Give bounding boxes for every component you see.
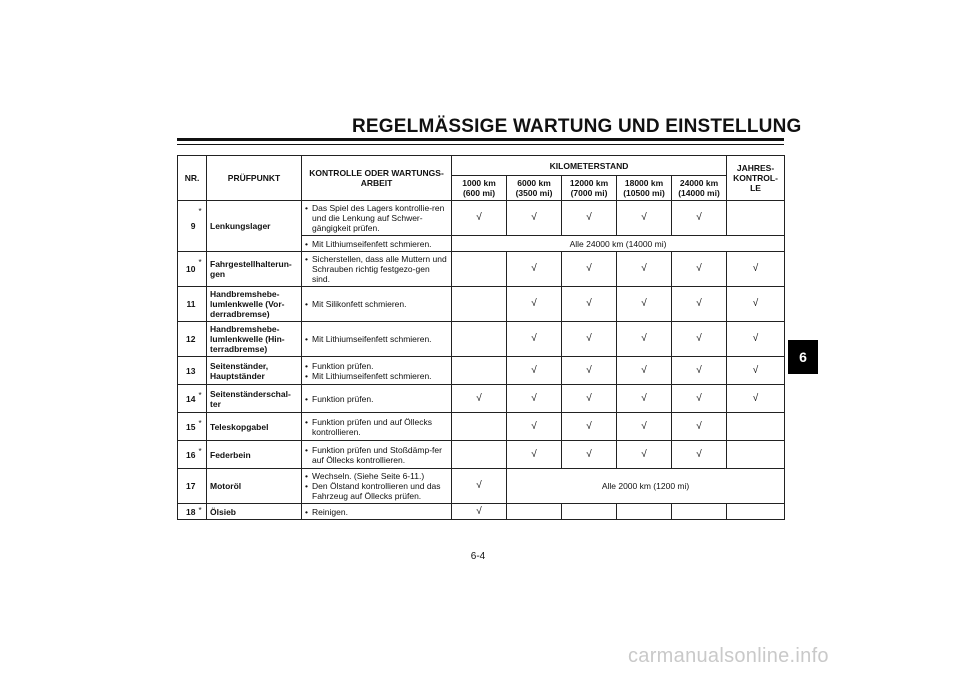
row-nr: 16 [178,441,198,469]
table-row [178,357,785,385]
empty-cell [452,322,507,357]
header-nr: NR. [178,156,207,201]
row-task: • Funktion prüfen und auf Öllecks kontrollieren. [302,413,452,441]
empty-cell [727,413,785,441]
row-task: • Mit Silikonfett schmieren. [302,287,452,322]
table-row [178,252,785,287]
check-mark: √ [727,252,785,287]
check-mark: √ [672,385,727,413]
empty-cell [727,201,785,236]
header-kilometerstand: KILOMETERSTAND [452,156,727,176]
empty-cell [452,357,507,385]
row-task: • Reinigen. [302,504,452,520]
header-pruefpunkt: PRÜFPUNKT [207,156,302,201]
check-mark: √ [727,287,785,322]
row-item: Handbremshebe-lumlenkwelle (Vor-derradbremse) [207,287,302,322]
check-mark: √ [672,287,727,322]
watermark: carmanualsonline.info [628,645,829,667]
empty-cell [452,252,507,287]
row-star: * [198,504,207,520]
check-mark: √ [727,357,785,385]
table-row [178,469,785,504]
row-item: Handbremshebe-lumlenkwelle (Hin-terradbremse) [207,322,302,357]
row-task: • Mit Lithiumseifenfett schmieren. [302,322,452,357]
empty-cell [727,504,785,520]
row-nr: 17 [178,469,198,504]
row-star: * [198,413,207,441]
row-star [198,322,207,357]
header-km-24000: 24000 km (14000 mi) [672,176,727,201]
check-mark: √ [452,504,507,520]
empty-cell [452,413,507,441]
empty-cell [562,504,617,520]
row-star: * [198,252,207,287]
row-task: • Funktion prüfen. [302,385,452,413]
row-star [198,469,207,504]
check-mark: √ [562,252,617,287]
page-title: REGELMÄSSIGE WARTUNG UND EINSTELLUNG [352,116,802,137]
row-item: Motoröl [207,469,302,504]
row-star: * [198,201,207,252]
check-mark: √ [507,252,562,287]
row-nr: 13 [178,357,198,385]
check-mark: √ [452,469,507,504]
table-row [178,201,785,236]
row-item: Ölsieb [207,504,302,520]
header-km-6000: 6000 km (3500 mi) [507,176,562,201]
table-row [178,287,785,322]
check-mark: √ [562,385,617,413]
row-item: Lenkungslager [207,201,302,252]
empty-cell [617,504,672,520]
check-mark: √ [507,441,562,469]
check-mark: √ [562,201,617,236]
check-mark: √ [562,357,617,385]
check-mark: √ [617,252,672,287]
row-star [198,357,207,385]
row-nr: 12 [178,322,198,357]
row-task: • Wechseln. (Siehe Seite 6-11.) • Den Ölstand kontrollieren und das Fahrzeug auf Öllecks prüfen. [302,469,452,504]
check-mark: √ [507,287,562,322]
check-mark: √ [617,357,672,385]
check-mark: √ [562,322,617,357]
check-mark: √ [672,413,727,441]
row-star [198,287,207,322]
check-mark: √ [562,441,617,469]
check-mark: √ [727,322,785,357]
check-mark: √ [452,385,507,413]
row-item: Federbein [207,441,302,469]
table-row [178,413,785,441]
check-mark: √ [507,357,562,385]
row-task: • Das Spiel des Lagers kontrollie-ren und die Lenkung auf Schwer-gängigkeit prüfen. [302,201,452,236]
row-item: Fahrgestellhalterun-gen [207,252,302,287]
interval-span: Alle 2000 km (1200 mi) [507,469,785,504]
check-mark: √ [452,201,507,236]
title-rule-thin [177,144,784,145]
check-mark: √ [672,201,727,236]
table-row [178,504,785,520]
title-rule-thick [177,138,784,141]
header-kontrolle: KONTROLLE ODER WARTUNGS-ARBEIT [302,156,452,201]
row-item: Teleskopgabel [207,413,302,441]
row-nr: 11 [178,287,198,322]
check-mark: √ [507,322,562,357]
check-mark: √ [617,322,672,357]
check-mark: √ [672,322,727,357]
check-mark: √ [507,413,562,441]
row-nr: 10 [178,252,198,287]
check-mark: √ [617,413,672,441]
check-mark: √ [617,385,672,413]
table-row [178,322,785,357]
row-task: • Mit Lithiumseifenfett schmieren. [302,236,452,252]
check-mark: √ [562,413,617,441]
row-star: * [198,385,207,413]
row-nr: 14 [178,385,198,413]
row-nr: 9 [178,201,198,252]
row-item: Seitenständerschal-ter [207,385,302,413]
check-mark: √ [672,252,727,287]
header-km-1000: 1000 km (600 mi) [452,176,507,201]
check-mark: √ [672,441,727,469]
empty-cell [672,504,727,520]
check-mark: √ [617,287,672,322]
check-mark: √ [507,201,562,236]
check-mark: √ [727,385,785,413]
header-km-18000: 18000 km (10500 mi) [617,176,672,201]
row-task: • Funktion prüfen. • Mit Lithiumseifenfett schmieren. [302,357,452,385]
check-mark: √ [617,441,672,469]
check-mark: √ [562,287,617,322]
check-mark: √ [672,357,727,385]
page-number: 6-4 [470,551,486,562]
row-star: * [198,441,207,469]
row-task: • Funktion prüfen und Stoßdämp-fer auf Öllecks kontrollieren. [302,441,452,469]
row-task: • Sicherstellen, dass alle Muttern und Schrauben richtig festgezo-gen sind. [302,252,452,287]
row-item: Seitenständer, Hauptständer [207,357,302,385]
row-nr: 18 [178,504,198,520]
table-row [178,441,785,469]
table-row [178,385,785,413]
header-km-12000: 12000 km (7000 mi) [562,176,617,201]
check-mark: √ [617,201,672,236]
header-jahres: JAHRES-KONTROL-LE [727,156,785,201]
maintenance-table [177,155,785,520]
chapter-tab: 6 [788,340,818,374]
check-mark: √ [507,385,562,413]
interval-span: Alle 24000 km (14000 mi) [452,236,785,252]
empty-cell [507,504,562,520]
empty-cell [452,441,507,469]
row-nr: 15 [178,413,198,441]
empty-cell [727,441,785,469]
empty-cell [452,287,507,322]
